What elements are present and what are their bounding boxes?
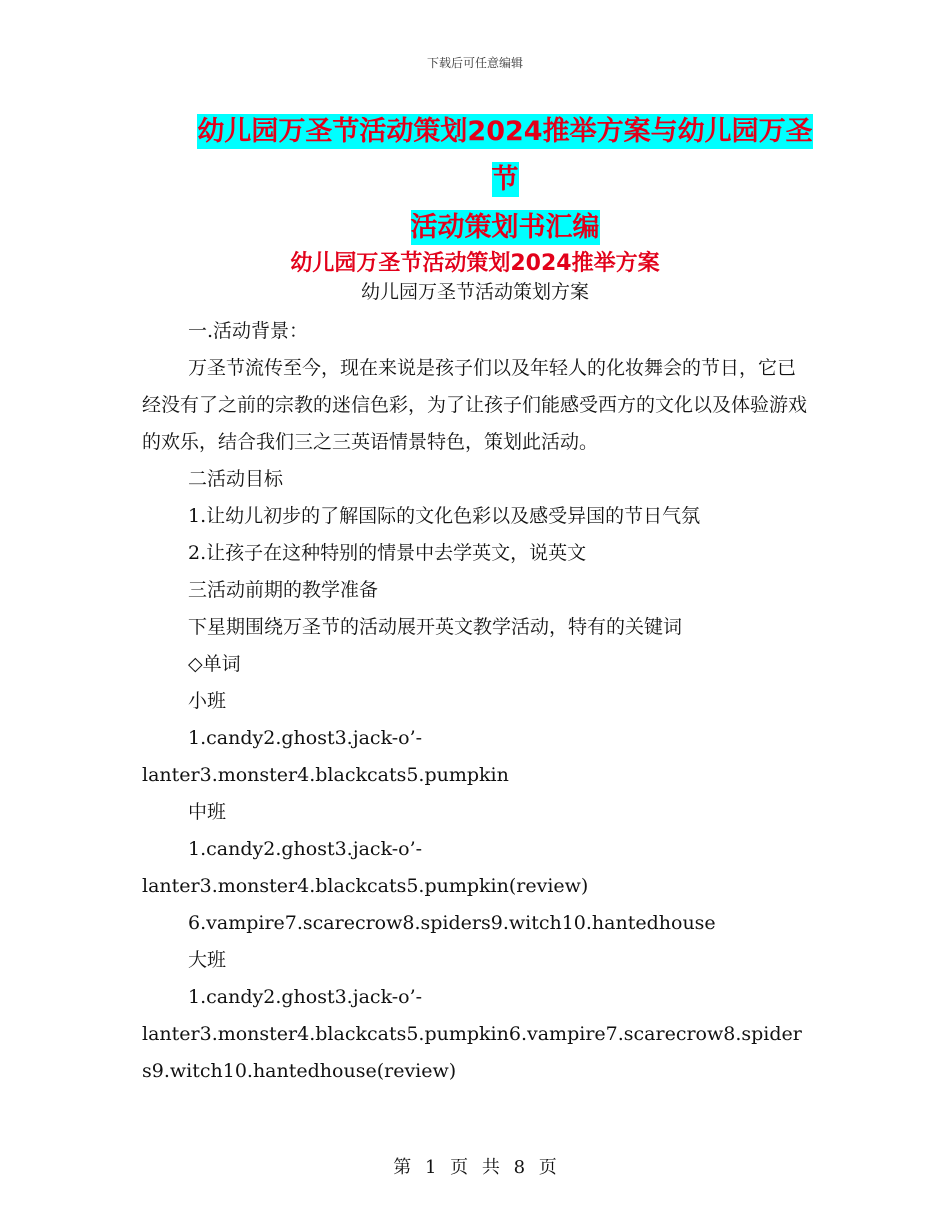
paragraph-middle-words-3: 6.vampire7.scarecrow8.spiders9.witch10.hantedhouse <box>188 912 716 934</box>
main-title-line2: 活动策划书汇编 <box>410 212 600 243</box>
main-title-line1: 幼儿园万圣节活动策划2024推举方案与幼儿园万圣节 <box>197 116 813 195</box>
page-footer: 第 1 页 共 8 页 <box>393 1157 557 1178</box>
paragraph-words-heading: ◇单词 <box>188 653 241 675</box>
header-note: 下载后可任意编辑 <box>426 56 523 70</box>
paragraph-middle-words-1: 1.candy2.ghost3.jack-o’- <box>188 838 423 860</box>
paragraph-middle-words-2: lanter3.monster4.blackcats5.pumpkin(review) <box>142 875 589 897</box>
paragraph-large-class: 大班 <box>188 949 227 971</box>
paragraph-goal-2: 2.让孩子在这种特别的情景中去学英文，说英文 <box>188 542 587 564</box>
paragraph-background-text: 万圣节流传至今，现在来说是孩子们以及年轻人的化妆舞会的节日，它已经没有了之前的宗教的迷信色彩，为了让孩子们能感受西方的文化以及体验游戏的欢乐，结合我们三之三英语情景特色，策划此活动。 <box>142 357 808 453</box>
paragraph-background-heading: 一.活动背景： <box>188 320 309 342</box>
paragraph-goal-1: 1.让幼儿初步的了解国际的文化色彩以及感受异国的节日气氛 <box>188 505 701 527</box>
paragraph-small-words-1: 1.candy2.ghost3.jack-o’- <box>188 727 423 749</box>
paragraph-goals-heading: 二活动目标 <box>188 468 284 490</box>
section-title: 幼儿园万圣节活动策划2024推举方案 <box>290 251 660 276</box>
paragraph-large-words-1: 1.candy2.ghost3.jack-o’- <box>188 986 423 1008</box>
paragraph-middle-class: 中班 <box>188 801 227 823</box>
document-main-title <box>185 108 825 252</box>
paragraph-small-class: 小班 <box>188 690 227 712</box>
paragraph-prep-heading: 三活动前期的教学准备 <box>188 579 379 601</box>
paragraph-prep-text: 下星期围绕万圣节的活动展开英文教学活动，特有的关键词 <box>188 616 683 638</box>
plan-title: 幼儿园万圣节活动策划方案 <box>360 281 589 303</box>
document-body <box>142 313 807 1090</box>
paragraph-large-words-2: lanter3.monster4.blackcats5.pumpkin6.vampire7.scarecrow8.spiders9.witch10.hantedhouse(review) <box>142 1023 802 1082</box>
paragraph-small-words-2: lanter3.monster4.blackcats5.pumpkin <box>142 764 509 786</box>
